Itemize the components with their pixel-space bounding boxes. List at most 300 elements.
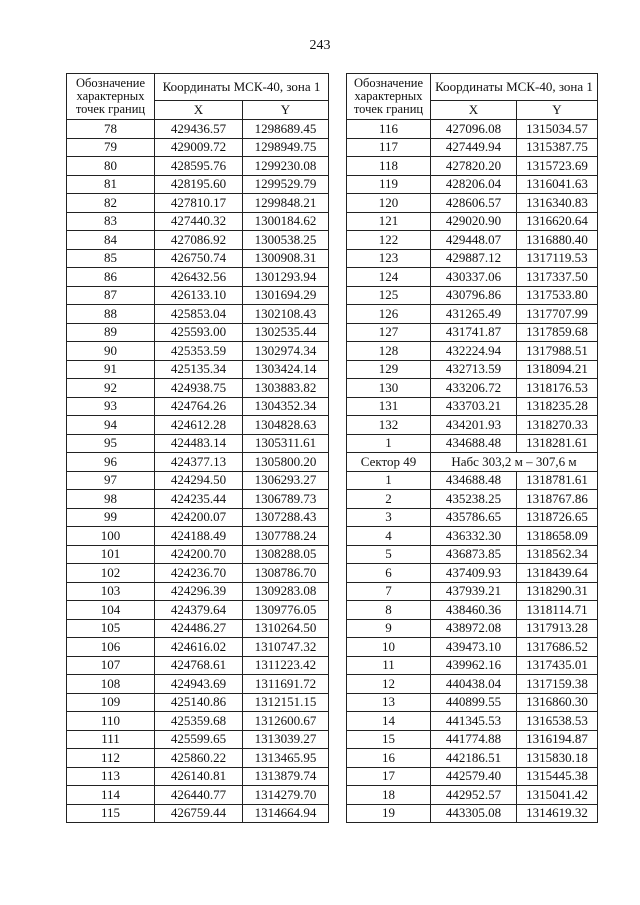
point-number-cell: 110 <box>67 712 155 731</box>
table-row <box>67 638 329 657</box>
y-coordinate-cell: 1318094.21 <box>517 360 598 379</box>
y-coordinate-cell: 1302535.44 <box>243 323 329 342</box>
table-row <box>67 564 329 583</box>
y-coordinate-cell: 1301694.29 <box>243 286 329 305</box>
table-row <box>347 730 598 749</box>
y-coordinate-cell: 1301293.94 <box>243 268 329 287</box>
y-coordinate-cell: 1304352.34 <box>243 397 329 416</box>
x-coordinate-cell: 442579.40 <box>431 767 517 786</box>
table-row <box>67 157 329 176</box>
table-row <box>347 305 598 324</box>
y-coordinate-cell: 1298949.75 <box>243 138 329 157</box>
table-row <box>67 712 329 731</box>
y-coordinate-cell: 1300538.25 <box>243 231 329 250</box>
table-row <box>347 231 598 250</box>
sector-row <box>347 453 598 472</box>
point-number-cell: 108 <box>67 675 155 694</box>
y-coordinate-cell: 1315041.42 <box>517 786 598 805</box>
x-coordinate-cell: 430796.86 <box>431 286 517 305</box>
x-coordinate-cell: 432713.59 <box>431 360 517 379</box>
table-row <box>67 194 329 213</box>
y-coordinate-cell: 1317119.53 <box>517 249 598 268</box>
point-number-cell: 4 <box>347 527 431 546</box>
x-coordinate-cell: 435238.25 <box>431 490 517 509</box>
y-coordinate-cell: 1308786.70 <box>243 564 329 583</box>
point-number-cell: 83 <box>67 212 155 231</box>
y-coordinate-cell: 1314664.94 <box>243 804 329 823</box>
x-coordinate-cell: 424188.49 <box>155 527 243 546</box>
x-coordinate-cell: 426759.44 <box>155 804 243 823</box>
x-coordinate-cell: 427449.94 <box>431 138 517 157</box>
y-coordinate-cell: 1318658.09 <box>517 527 598 546</box>
point-number-cell: 13 <box>347 693 431 712</box>
y-coordinate-cell: 1312600.67 <box>243 712 329 731</box>
point-number-cell: 128 <box>347 342 431 361</box>
coordinates-table-left <box>66 73 329 823</box>
coords-label-header: Координаты МСК-40, зона 1 <box>431 74 598 101</box>
table-row <box>347 564 598 583</box>
x-coordinate-cell: 429009.72 <box>155 138 243 157</box>
table-row <box>347 804 598 823</box>
x-coordinate-cell: 436873.85 <box>431 545 517 564</box>
table-row <box>347 545 598 564</box>
header-row <box>347 74 598 101</box>
point-number-cell: 101 <box>67 545 155 564</box>
point-number-cell: 125 <box>347 286 431 305</box>
table-row <box>347 675 598 694</box>
x-coordinate-cell: 438460.36 <box>431 601 517 620</box>
point-number-cell: 113 <box>67 767 155 786</box>
y-coordinate-cell: 1317686.52 <box>517 638 598 657</box>
point-number-cell: 103 <box>67 582 155 601</box>
y-coordinate-cell: 1317533.80 <box>517 286 598 305</box>
x-coordinate-cell: 425853.04 <box>155 305 243 324</box>
y-coordinate-cell: 1303883.82 <box>243 379 329 398</box>
x-coordinate-cell: 424943.69 <box>155 675 243 694</box>
y-coordinate-cell: 1315723.69 <box>517 157 598 176</box>
x-coordinate-cell: 439473.10 <box>431 638 517 657</box>
x-coordinate-cell: 425599.65 <box>155 730 243 749</box>
table-row <box>347 749 598 768</box>
y-coordinate-cell: 1312151.15 <box>243 693 329 712</box>
x-coordinate-cell: 433703.21 <box>431 397 517 416</box>
x-coordinate-cell: 426440.77 <box>155 786 243 805</box>
x-coordinate-cell: 431265.49 <box>431 305 517 324</box>
x-coordinate-cell: 424377.13 <box>155 453 243 472</box>
point-number-cell: 16 <box>347 749 431 768</box>
point-number-cell: 7 <box>347 582 431 601</box>
point-number-cell: 132 <box>347 416 431 435</box>
y-coordinate-cell: 1316538.53 <box>517 712 598 731</box>
table-row <box>347 490 598 509</box>
y-coordinate-cell: 1314279.70 <box>243 786 329 805</box>
point-number-cell: 116 <box>347 120 431 139</box>
point-number-cell: 123 <box>347 249 431 268</box>
x-coordinate-cell: 426432.56 <box>155 268 243 287</box>
point-number-cell: 1 <box>347 471 431 490</box>
table-row <box>67 342 329 361</box>
x-coordinate-cell: 429020.90 <box>431 212 517 231</box>
table-row <box>67 268 329 287</box>
point-number-cell: 131 <box>347 397 431 416</box>
y-coordinate-cell: 1318562.34 <box>517 545 598 564</box>
table-row <box>347 342 598 361</box>
point-number-cell: 102 <box>67 564 155 583</box>
x-coordinate-cell: 429887.12 <box>431 249 517 268</box>
table-row <box>67 656 329 675</box>
point-number-cell: 84 <box>67 231 155 250</box>
point-number-cell: 105 <box>67 619 155 638</box>
x-coordinate-cell: 436332.30 <box>431 527 517 546</box>
y-coordinate-cell: 1300908.31 <box>243 249 329 268</box>
point-number-cell: 85 <box>67 249 155 268</box>
point-number-cell: 6 <box>347 564 431 583</box>
x-coordinate-cell: 432224.94 <box>431 342 517 361</box>
y-coordinate-cell: 1313039.27 <box>243 730 329 749</box>
point-number-cell: 93 <box>67 397 155 416</box>
point-number-cell: 79 <box>67 138 155 157</box>
x-coordinate-cell: 424768.61 <box>155 656 243 675</box>
point-number-cell: 98 <box>67 490 155 509</box>
y-coordinate-cell: 1313465.95 <box>243 749 329 768</box>
table-row <box>347 527 598 546</box>
table-row <box>347 157 598 176</box>
point-label-header: Обозначение характерных точек границ <box>347 74 431 120</box>
point-number-cell: 1 <box>347 434 431 453</box>
x-coordinate-cell: 435786.65 <box>431 508 517 527</box>
table-row <box>67 249 329 268</box>
header-row <box>67 74 329 101</box>
x-header: X <box>431 101 517 120</box>
table-row <box>347 249 598 268</box>
table-row <box>347 638 598 657</box>
y-coordinate-cell: 1306293.27 <box>243 471 329 490</box>
point-number-cell: 19 <box>347 804 431 823</box>
x-coordinate-cell: 443305.08 <box>431 804 517 823</box>
x-coordinate-cell: 434201.93 <box>431 416 517 435</box>
table-row <box>347 120 598 139</box>
y-coordinate-cell: 1317337.50 <box>517 268 598 287</box>
table-row <box>347 360 598 379</box>
table-row <box>347 286 598 305</box>
point-number-cell: 119 <box>347 175 431 194</box>
point-number-cell: 129 <box>347 360 431 379</box>
table-row <box>347 194 598 213</box>
point-number-cell: 87 <box>67 286 155 305</box>
table-row <box>347 379 598 398</box>
table-row <box>347 323 598 342</box>
y-coordinate-cell: 1314619.32 <box>517 804 598 823</box>
x-header: X <box>155 101 243 120</box>
table-row <box>347 212 598 231</box>
x-coordinate-cell: 439962.16 <box>431 656 517 675</box>
y-coordinate-cell: 1317707.99 <box>517 305 598 324</box>
point-number-cell: 118 <box>347 157 431 176</box>
y-coordinate-cell: 1318270.33 <box>517 416 598 435</box>
table-row <box>347 712 598 731</box>
y-coordinate-cell: 1315034.57 <box>517 120 598 139</box>
y-coordinate-cell: 1318114.71 <box>517 601 598 620</box>
table-row <box>67 693 329 712</box>
table-row <box>347 268 598 287</box>
point-number-cell: 80 <box>67 157 155 176</box>
y-coordinate-cell: 1311223.42 <box>243 656 329 675</box>
x-coordinate-cell: 429436.57 <box>155 120 243 139</box>
table-row <box>347 656 598 675</box>
sector-azimuth-cell: Набс 303,2 м – 307,6 м <box>431 453 598 472</box>
y-coordinate-cell: 1318176.53 <box>517 379 598 398</box>
table-row <box>67 545 329 564</box>
y-coordinate-cell: 1318290.31 <box>517 582 598 601</box>
table-row <box>347 397 598 416</box>
y-coordinate-cell: 1317913.28 <box>517 619 598 638</box>
y-coordinate-cell: 1317988.51 <box>517 342 598 361</box>
table-row <box>347 416 598 435</box>
x-coordinate-cell: 424296.39 <box>155 582 243 601</box>
point-number-cell: 95 <box>67 434 155 453</box>
x-coordinate-cell: 428595.76 <box>155 157 243 176</box>
x-coordinate-cell: 425593.00 <box>155 323 243 342</box>
table-row <box>67 619 329 638</box>
table-row <box>67 305 329 324</box>
y-coordinate-cell: 1315830.18 <box>517 749 598 768</box>
point-number-cell: 120 <box>347 194 431 213</box>
x-coordinate-cell: 427820.20 <box>431 157 517 176</box>
point-number-cell: 11 <box>347 656 431 675</box>
point-number-cell: 114 <box>67 786 155 805</box>
point-number-cell: 127 <box>347 323 431 342</box>
x-coordinate-cell: 428206.04 <box>431 175 517 194</box>
point-number-cell: 2 <box>347 490 431 509</box>
point-label-header: Обозначение характерных точек границ <box>67 74 155 120</box>
coordinates-table-right <box>346 73 598 823</box>
y-coordinate-cell: 1299848.21 <box>243 194 329 213</box>
point-number-cell: 97 <box>67 471 155 490</box>
point-number-cell: 100 <box>67 527 155 546</box>
x-coordinate-cell: 424764.26 <box>155 397 243 416</box>
table-row <box>67 730 329 749</box>
x-coordinate-cell: 426750.74 <box>155 249 243 268</box>
table-row <box>67 767 329 786</box>
y-coordinate-cell: 1310264.50 <box>243 619 329 638</box>
y-coordinate-cell: 1317435.01 <box>517 656 598 675</box>
y-coordinate-cell: 1317859.68 <box>517 323 598 342</box>
point-number-cell: 96 <box>67 453 155 472</box>
y-coordinate-cell: 1313879.74 <box>243 767 329 786</box>
y-coordinate-cell: 1315445.38 <box>517 767 598 786</box>
table-row <box>67 453 329 472</box>
table-row <box>347 582 598 601</box>
y-coordinate-cell: 1302974.34 <box>243 342 329 361</box>
x-coordinate-cell: 424236.70 <box>155 564 243 583</box>
x-coordinate-cell: 425860.22 <box>155 749 243 768</box>
point-number-cell: 90 <box>67 342 155 361</box>
x-coordinate-cell: 427810.17 <box>155 194 243 213</box>
y-coordinate-cell: 1317159.38 <box>517 675 598 694</box>
x-coordinate-cell: 424235.44 <box>155 490 243 509</box>
x-coordinate-cell: 425135.34 <box>155 360 243 379</box>
left-table-body <box>67 74 329 823</box>
x-coordinate-cell: 440899.55 <box>431 693 517 712</box>
y-coordinate-cell: 1307788.24 <box>243 527 329 546</box>
table-row <box>67 804 329 823</box>
y-coordinate-cell: 1318781.61 <box>517 471 598 490</box>
table-row <box>67 527 329 546</box>
point-number-cell: 106 <box>67 638 155 657</box>
x-coordinate-cell: 434688.48 <box>431 434 517 453</box>
point-number-cell: 124 <box>347 268 431 287</box>
table-row <box>67 490 329 509</box>
point-number-cell: 15 <box>347 730 431 749</box>
y-coordinate-cell: 1310747.32 <box>243 638 329 657</box>
table-row <box>67 212 329 231</box>
point-number-cell: 89 <box>67 323 155 342</box>
point-number-cell: 81 <box>67 175 155 194</box>
y-coordinate-cell: 1305800.20 <box>243 453 329 472</box>
table-row <box>67 323 329 342</box>
x-coordinate-cell: 427096.08 <box>431 120 517 139</box>
table-row <box>347 619 598 638</box>
point-number-cell: 121 <box>347 212 431 231</box>
point-number-cell: 115 <box>67 804 155 823</box>
y-coordinate-cell: 1318726.65 <box>517 508 598 527</box>
x-coordinate-cell: 440438.04 <box>431 675 517 694</box>
x-coordinate-cell: 427086.92 <box>155 231 243 250</box>
table-row <box>67 175 329 194</box>
y-coordinate-cell: 1298689.45 <box>243 120 329 139</box>
point-number-cell: 17 <box>347 767 431 786</box>
point-number-cell: 109 <box>67 693 155 712</box>
y-coordinate-cell: 1316194.87 <box>517 730 598 749</box>
point-number-cell: 92 <box>67 379 155 398</box>
y-coordinate-cell: 1315387.75 <box>517 138 598 157</box>
point-number-cell: 18 <box>347 786 431 805</box>
table-row <box>347 175 598 194</box>
x-coordinate-cell: 431741.87 <box>431 323 517 342</box>
y-coordinate-cell: 1316860.30 <box>517 693 598 712</box>
table-row <box>67 582 329 601</box>
x-coordinate-cell: 426140.81 <box>155 767 243 786</box>
y-coordinate-cell: 1318235.28 <box>517 397 598 416</box>
point-number-cell: 14 <box>347 712 431 731</box>
y-coordinate-cell: 1311691.72 <box>243 675 329 694</box>
y-coordinate-cell: 1316340.83 <box>517 194 598 213</box>
table-row <box>347 471 598 490</box>
x-coordinate-cell: 442952.57 <box>431 786 517 805</box>
x-coordinate-cell: 442186.51 <box>431 749 517 768</box>
table-row <box>67 397 329 416</box>
table-row <box>67 231 329 250</box>
x-coordinate-cell: 425353.59 <box>155 342 243 361</box>
y-coordinate-cell: 1299529.79 <box>243 175 329 194</box>
x-coordinate-cell: 441345.53 <box>431 712 517 731</box>
coords-label-header: Координаты МСК-40, зона 1 <box>155 74 329 101</box>
x-coordinate-cell: 424938.75 <box>155 379 243 398</box>
table-row <box>347 434 598 453</box>
x-coordinate-cell: 424200.07 <box>155 508 243 527</box>
point-number-cell: 88 <box>67 305 155 324</box>
table-row <box>347 138 598 157</box>
x-coordinate-cell: 424379.64 <box>155 601 243 620</box>
point-number-cell: 9 <box>347 619 431 638</box>
point-number-cell: 94 <box>67 416 155 435</box>
y-header: Y <box>517 101 598 120</box>
y-coordinate-cell: 1305311.61 <box>243 434 329 453</box>
y-coordinate-cell: 1302108.43 <box>243 305 329 324</box>
table-row <box>67 749 329 768</box>
point-number-cell: 99 <box>67 508 155 527</box>
x-coordinate-cell: 433206.72 <box>431 379 517 398</box>
y-coordinate-cell: 1316880.40 <box>517 231 598 250</box>
x-coordinate-cell: 438972.08 <box>431 619 517 638</box>
point-number-cell: 104 <box>67 601 155 620</box>
table-row <box>67 416 329 435</box>
x-coordinate-cell: 428606.57 <box>431 194 517 213</box>
table-row <box>67 434 329 453</box>
y-coordinate-cell: 1318767.86 <box>517 490 598 509</box>
point-number-cell: 122 <box>347 231 431 250</box>
y-coordinate-cell: 1318281.61 <box>517 434 598 453</box>
table-row <box>67 601 329 620</box>
y-coordinate-cell: 1306789.73 <box>243 490 329 509</box>
x-coordinate-cell: 434688.48 <box>431 471 517 490</box>
y-coordinate-cell: 1303424.14 <box>243 360 329 379</box>
table-row <box>347 601 598 620</box>
x-coordinate-cell: 437939.21 <box>431 582 517 601</box>
point-number-cell: 91 <box>67 360 155 379</box>
right-table-body <box>347 74 598 823</box>
y-coordinate-cell: 1300184.62 <box>243 212 329 231</box>
table-row <box>67 471 329 490</box>
point-number-cell: 126 <box>347 305 431 324</box>
x-coordinate-cell: 424483.14 <box>155 434 243 453</box>
table-row <box>347 767 598 786</box>
x-coordinate-cell: 425140.86 <box>155 693 243 712</box>
x-coordinate-cell: 426133.10 <box>155 286 243 305</box>
x-coordinate-cell: 424200.70 <box>155 545 243 564</box>
x-coordinate-cell: 429448.07 <box>431 231 517 250</box>
y-coordinate-cell: 1318439.64 <box>517 564 598 583</box>
point-number-cell: 107 <box>67 656 155 675</box>
x-coordinate-cell: 428195.60 <box>155 175 243 194</box>
point-number-cell: 117 <box>347 138 431 157</box>
point-number-cell: 12 <box>347 675 431 694</box>
table-row <box>67 379 329 398</box>
table-row <box>67 286 329 305</box>
table-row <box>67 508 329 527</box>
page-number: 243 <box>309 38 331 53</box>
y-header: Y <box>243 101 329 120</box>
y-coordinate-cell: 1307288.43 <box>243 508 329 527</box>
x-coordinate-cell: 424616.02 <box>155 638 243 657</box>
point-number-cell: 86 <box>67 268 155 287</box>
point-number-cell: 5 <box>347 545 431 564</box>
y-coordinate-cell: 1309283.08 <box>243 582 329 601</box>
table-row <box>67 120 329 139</box>
table-row <box>347 786 598 805</box>
point-number-cell: 8 <box>347 601 431 620</box>
x-coordinate-cell: 441774.88 <box>431 730 517 749</box>
x-coordinate-cell: 425359.68 <box>155 712 243 731</box>
x-coordinate-cell: 427440.32 <box>155 212 243 231</box>
point-number-cell: 82 <box>67 194 155 213</box>
y-coordinate-cell: 1316041.63 <box>517 175 598 194</box>
table-row <box>67 360 329 379</box>
y-coordinate-cell: 1316620.64 <box>517 212 598 231</box>
table-row <box>67 138 329 157</box>
point-number-cell: 78 <box>67 120 155 139</box>
y-coordinate-cell: 1309776.05 <box>243 601 329 620</box>
